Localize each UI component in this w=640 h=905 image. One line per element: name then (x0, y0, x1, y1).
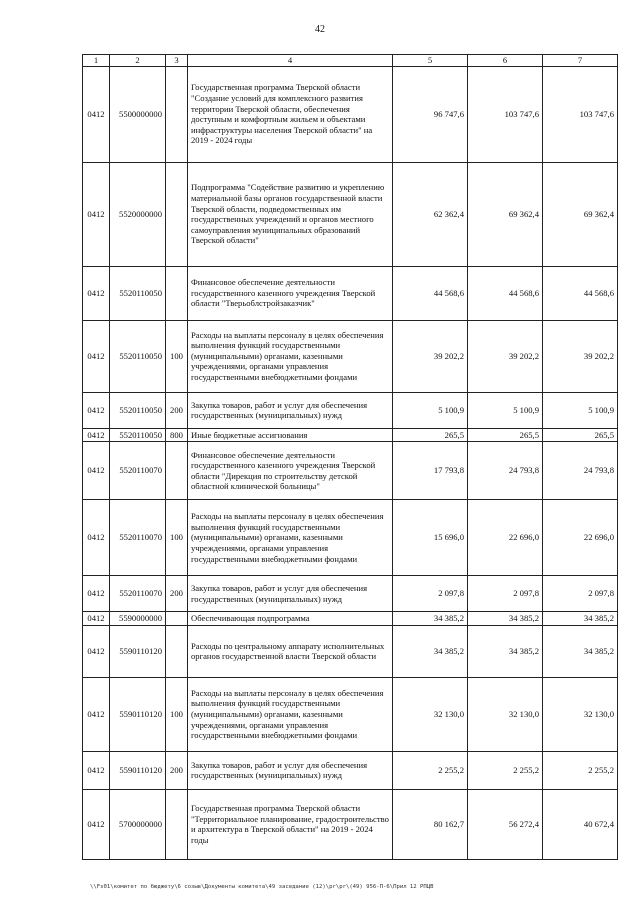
expense-type-code (166, 442, 188, 500)
amount-col7: 2 255,2 (543, 751, 618, 789)
expense-type-code: 100 (166, 320, 188, 392)
table-header-row (83, 55, 618, 67)
amount-col6: 2 255,2 (468, 751, 543, 789)
section-code: 0412 (83, 789, 110, 859)
section-code: 0412 (83, 576, 110, 612)
item-name: Обеспечивающая подпрограмма (188, 612, 393, 626)
amount-col5: 265,5 (393, 428, 468, 442)
item-name: Иные бюджетные ассигнования (188, 428, 393, 442)
section-code: 0412 (83, 612, 110, 626)
section-code: 0412 (83, 677, 110, 751)
item-name: Расходы на выплаты персоналу в целях обеспечения выполнения функций государственными (муниципальными) органами, казенными учреждениями, органами управления государственными внебюджетными фондами (188, 677, 393, 751)
amount-col5: 34 385,2 (393, 625, 468, 677)
table-row (83, 677, 618, 751)
expense-type-code: 800 (166, 428, 188, 442)
amount-col7: 69 362,4 (543, 162, 618, 266)
target-article-code: 5520110050 (110, 428, 166, 442)
amount-col6: 69 362,4 (468, 162, 543, 266)
expense-type-code (166, 162, 188, 266)
item-name: Закупка товаров, работ и услуг для обеспечения государственных (муниципальных) нужд (188, 751, 393, 789)
target-article-code: 5520110070 (110, 442, 166, 500)
table-row (83, 500, 618, 576)
amount-col5: 2 255,2 (393, 751, 468, 789)
amount-col6: 34 385,2 (468, 625, 543, 677)
amount-col7: 44 568,6 (543, 266, 618, 320)
item-name: Финансовое обеспечение деятельности государственного казенного учреждения Тверской области "Тверьоблстройзаказчик" (188, 266, 393, 320)
amount-col5: 15 696,0 (393, 500, 468, 576)
target-article-code: 5700000000 (110, 789, 166, 859)
amount-col6: 22 696,0 (468, 500, 543, 576)
target-article-code: 5520000000 (110, 162, 166, 266)
expense-type-code: 200 (166, 392, 188, 428)
item-name: Закупка товаров, работ и услуг для обеспечения государственных (муниципальных) нужд (188, 392, 393, 428)
target-article-code: 5520110070 (110, 576, 166, 612)
budget-table (82, 54, 618, 860)
table-row (83, 442, 618, 500)
item-name: Подпрограмма "Содействие развитию и укреплению материальной базы органов государственной власти Тверской области, подведомственных им государственных учреждений и органов местного самоуправления муниципальных образований Тверской области" (188, 162, 393, 266)
amount-col6: 44 568,6 (468, 266, 543, 320)
section-code: 0412 (83, 500, 110, 576)
table-row (83, 428, 618, 442)
amount-col7: 32 130,0 (543, 677, 618, 751)
amount-col6: 265,5 (468, 428, 543, 442)
expense-type-code (166, 612, 188, 626)
item-name: Расходы на выплаты персоналу в целях обеспечения выполнения функций государственными (муниципальными) органами, казенными учреждениями, органами управления государственными внебюджетными фондами (188, 320, 393, 392)
amount-col6: 56 272,4 (468, 789, 543, 859)
section-code: 0412 (83, 751, 110, 789)
amount-col7: 24 793,8 (543, 442, 618, 500)
target-article-code: 5520110050 (110, 392, 166, 428)
header-cell: 2 (110, 55, 166, 67)
item-name: Государственная программа Тверской области "Территориальное планирование, градостроительство и архитектура в Тверской области" на 2019 - 2024 годы (188, 789, 393, 859)
page-number: 42 (315, 24, 325, 35)
amount-col5: 62 362,4 (393, 162, 468, 266)
amount-col7: 40 672,4 (543, 789, 618, 859)
header-cell: 1 (83, 55, 110, 67)
amount-col7: 265,5 (543, 428, 618, 442)
target-article-code: 5520110070 (110, 500, 166, 576)
amount-col5: 5 100,9 (393, 392, 468, 428)
file-path-footer: \\Fs01\комитет по бюджету\6 созыв\Документы комитета\49 заседание (12)\pr\pr\(49) 956-П-6\Прил 12 РПЦВ (90, 884, 434, 890)
section-code: 0412 (83, 625, 110, 677)
section-code: 0412 (83, 162, 110, 266)
amount-col5: 34 385,2 (393, 612, 468, 626)
expense-type-code (166, 789, 188, 859)
target-article-code: 5590110120 (110, 751, 166, 789)
table-row (83, 392, 618, 428)
amount-col6: 32 130,0 (468, 677, 543, 751)
amount-col6: 34 385,2 (468, 612, 543, 626)
header-cell: 3 (166, 55, 188, 67)
section-code: 0412 (83, 66, 110, 162)
amount-col7: 2 097,8 (543, 576, 618, 612)
item-name: Финансовое обеспечение деятельности государственного казенного учреждения Тверской области "Дирекция по строительству детской областной клинической больницы" (188, 442, 393, 500)
section-code: 0412 (83, 266, 110, 320)
amount-col7: 5 100,9 (543, 392, 618, 428)
section-code: 0412 (83, 320, 110, 392)
amount-col7: 34 385,2 (543, 612, 618, 626)
item-name: Закупка товаров, работ и услуг для обеспечения государственных (муниципальных) нужд (188, 576, 393, 612)
table-row (83, 625, 618, 677)
target-article-code: 5590110120 (110, 625, 166, 677)
amount-col7: 39 202,2 (543, 320, 618, 392)
expense-type-code (166, 66, 188, 162)
target-article-code: 5590000000 (110, 612, 166, 626)
section-code: 0412 (83, 392, 110, 428)
expense-type-code: 100 (166, 677, 188, 751)
amount-col5: 80 162,7 (393, 789, 468, 859)
header-cell: 5 (393, 55, 468, 67)
section-code: 0412 (83, 442, 110, 500)
table-row (83, 320, 618, 392)
table-row (83, 162, 618, 266)
amount-col5: 17 793,8 (393, 442, 468, 500)
amount-col6: 5 100,9 (468, 392, 543, 428)
item-name: Расходы на выплаты персоналу в целях обеспечения выполнения функций государственными (муниципальными) органами, казенными учреждениями, органами управления государственными внебюджетными фондами (188, 500, 393, 576)
expense-type-code: 100 (166, 500, 188, 576)
amount-col5: 39 202,2 (393, 320, 468, 392)
table-row (83, 789, 618, 859)
item-name: Расходы по центральному аппарату исполнительных органов государственной власти Тверской области (188, 625, 393, 677)
header-cell: 4 (188, 55, 393, 67)
amount-col6: 24 793,8 (468, 442, 543, 500)
amount-col5: 44 568,6 (393, 266, 468, 320)
table-row (83, 751, 618, 789)
table-row (83, 66, 618, 162)
target-article-code: 5520110050 (110, 266, 166, 320)
table-row (83, 266, 618, 320)
amount-col5: 2 097,8 (393, 576, 468, 612)
amount-col5: 96 747,6 (393, 66, 468, 162)
expense-type-code (166, 625, 188, 677)
header-cell: 7 (543, 55, 618, 67)
amount-col6: 2 097,8 (468, 576, 543, 612)
amount-col7: 22 696,0 (543, 500, 618, 576)
expense-type-code: 200 (166, 751, 188, 789)
item-name: Государственная программа Тверской области "Создание условий для комплексного развития территории Тверской области, обеспечения доступным и комфортным жильем и объектами инфраструктуры населения Тверской области" на 2019 - 2024 годы (188, 66, 393, 162)
expense-type-code (166, 266, 188, 320)
target-article-code: 5520110050 (110, 320, 166, 392)
header-cell: 6 (468, 55, 543, 67)
amount-col6: 39 202,2 (468, 320, 543, 392)
amount-col7: 34 385,2 (543, 625, 618, 677)
table-row (83, 612, 618, 626)
amount-col6: 103 747,6 (468, 66, 543, 162)
amount-col5: 32 130,0 (393, 677, 468, 751)
table-row (83, 576, 618, 612)
amount-col7: 103 747,6 (543, 66, 618, 162)
target-article-code: 5500000000 (110, 66, 166, 162)
target-article-code: 5590110120 (110, 677, 166, 751)
expense-type-code: 200 (166, 576, 188, 612)
section-code: 0412 (83, 428, 110, 442)
